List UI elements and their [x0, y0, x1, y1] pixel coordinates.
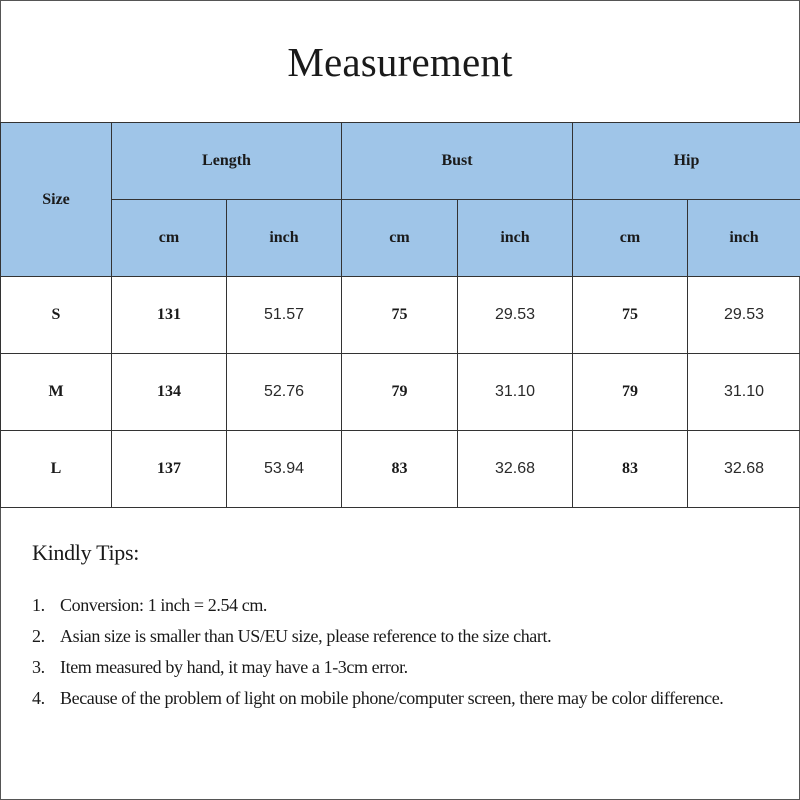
hip-cm-cell: 83 [573, 431, 688, 508]
length-header: Length [112, 123, 342, 200]
length-inch-cell: 52.76 [227, 354, 342, 431]
tips-section [32, 540, 772, 714]
unit-header: cm [573, 200, 688, 277]
table-units-row [1, 200, 800, 277]
table-header-row [1, 123, 800, 200]
list-item-number: 4. [32, 688, 45, 708]
length-inch-cell: 53.94 [227, 431, 342, 508]
list-item [32, 590, 772, 621]
size-header: Size [1, 123, 112, 277]
table-row [1, 431, 800, 508]
size-cell: S [1, 277, 112, 354]
list-item-number: 1. [32, 595, 45, 615]
list-item-text: Because of the problem of light on mobile phone/computer screen, there may be color difference. [60, 688, 724, 708]
tips-list [32, 590, 772, 714]
table-row [1, 277, 800, 354]
unit-header: cm [342, 200, 458, 277]
list-item-number: 2. [32, 626, 45, 646]
hip-inch-cell: 29.53 [688, 277, 800, 354]
list-item [32, 683, 772, 714]
bust-cm-cell: 79 [342, 354, 458, 431]
hip-header: Hip [573, 123, 800, 200]
hip-inch-cell: 32.68 [688, 431, 800, 508]
bust-inch-cell: 31.10 [458, 354, 573, 431]
list-item-text: Asian size is smaller than US/EU size, please reference to the size chart. [60, 626, 552, 646]
hip-cm-cell: 75 [573, 277, 688, 354]
size-cell: M [1, 354, 112, 431]
bust-cm-cell: 83 [342, 431, 458, 508]
list-item-number: 3. [32, 657, 45, 677]
unit-header: inch [458, 200, 573, 277]
list-item-text: Item measured by hand, it may have a 1-3cm error. [60, 657, 408, 677]
length-cm-cell: 137 [112, 431, 227, 508]
page-title: Measurement [287, 39, 513, 85]
bust-inch-cell: 32.68 [458, 431, 573, 508]
size-cell: L [1, 431, 112, 508]
hip-inch-cell: 31.10 [688, 354, 800, 431]
list-item [32, 621, 772, 652]
length-inch-cell: 51.57 [227, 277, 342, 354]
bust-inch-cell: 29.53 [458, 277, 573, 354]
list-item-text: Conversion: 1 inch = 2.54 cm. [60, 595, 268, 615]
length-cm-cell: 131 [112, 277, 227, 354]
list-item [32, 652, 772, 683]
table-row [1, 354, 800, 431]
tips-title: Kindly Tips: [32, 540, 140, 565]
unit-header: inch [688, 200, 800, 277]
bust-header: Bust [342, 123, 573, 200]
hip-cm-cell: 79 [573, 354, 688, 431]
bust-cm-cell: 75 [342, 277, 458, 354]
unit-header: inch [227, 200, 342, 277]
size-chart-table [0, 122, 800, 508]
length-cm-cell: 134 [112, 354, 227, 431]
unit-header: cm [112, 200, 227, 277]
